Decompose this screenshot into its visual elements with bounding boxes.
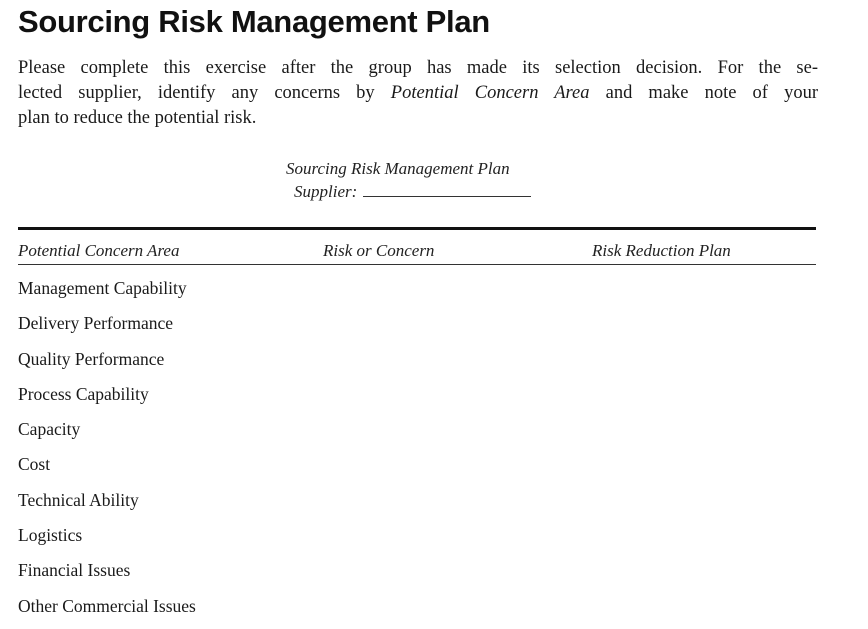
concern-area-row: Financial Issues: [18, 560, 131, 581]
column-header-risk-or-concern: Risk or Concern: [323, 241, 435, 260]
column-header-concern-area: Potential Concern Area: [18, 241, 180, 260]
concern-area-row: Capacity: [18, 419, 81, 440]
intro-line-3: plan to reduce the potential risk.: [18, 108, 257, 128]
concern-area-row: Process Capability: [18, 383, 149, 404]
table-header-rule: [18, 264, 816, 265]
form-title: Sourcing Risk Management Plan: [286, 159, 510, 178]
concern-area-row: Quality Performance: [18, 348, 165, 369]
column-header-risk-reduction-plan: Risk Reduction Plan: [592, 241, 731, 260]
intro-line-1: Please complete this exercise after the group has made its selection decision. For the se-: [18, 58, 818, 78]
supplier-label: Supplier:: [294, 182, 358, 201]
table-top-rule: [18, 227, 816, 230]
concern-area-row: Cost: [18, 454, 51, 475]
intro-emphasis: Potential Concern Area: [390, 83, 590, 103]
page-title: Sourcing Risk Management Plan: [18, 4, 490, 39]
concern-area-row: Management Capability: [18, 278, 187, 298]
intro-paragraph: [18, 56, 818, 131]
concern-area-row: Technical Ability: [18, 489, 139, 510]
concern-area-list: [18, 276, 816, 629]
supplier-row: [294, 180, 531, 203]
intro-line-2-end: and make note of your: [589, 83, 818, 103]
intro-line-2: [18, 81, 818, 106]
supplier-field[interactable]: [363, 182, 531, 197]
concern-area-row: Delivery Performance: [18, 313, 173, 334]
concern-area-row: Logistics: [18, 525, 83, 546]
concern-area-row: Other Commercial Issues: [18, 595, 196, 616]
intro-line-2-start: lected supplier, identify any concerns by: [18, 83, 391, 103]
